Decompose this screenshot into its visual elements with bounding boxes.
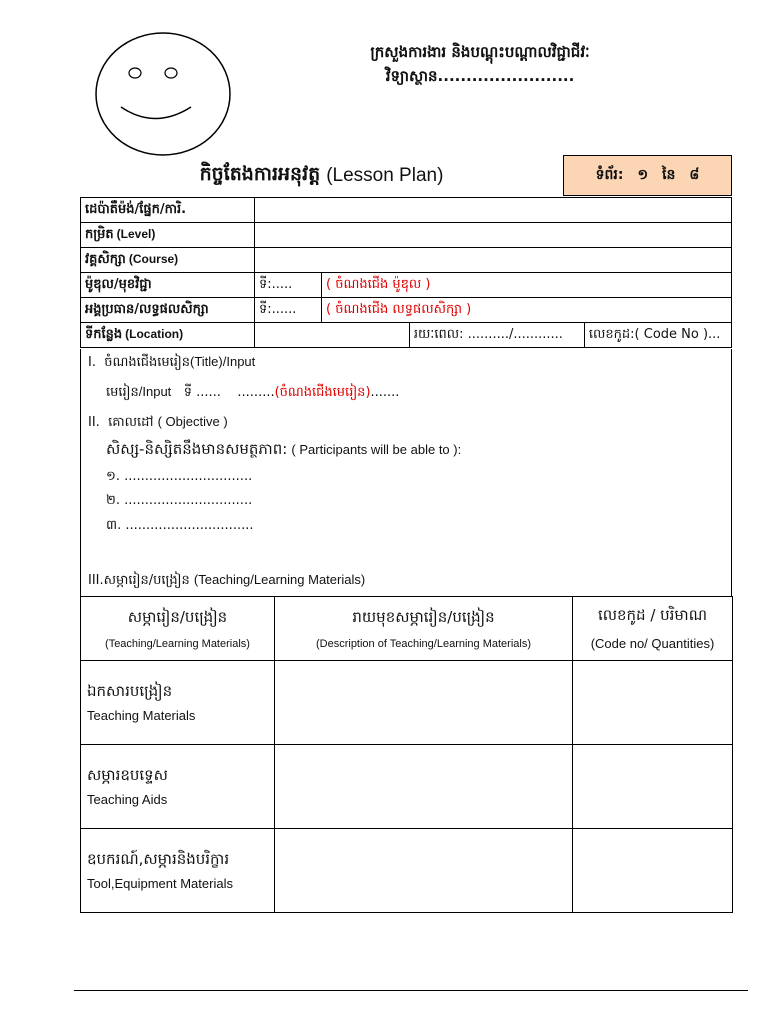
table-row — [81, 661, 733, 745]
participants-line: សិស្ស-និស្សិតនឹងមានសមត្ថភាព: ( Participants will be able to ): — [106, 440, 462, 458]
module-label: ម៉ូឌុល/មុខវិជ្ជា — [81, 273, 255, 298]
ministry-name: ក្រសួងការងារ និងបណ្តុះបណ្តាលវិជ្ជាជីវៈ — [370, 43, 590, 61]
document-title — [80, 156, 563, 196]
row-teaching-materials: ឯកសារបង្រៀន Teaching Materials — [81, 661, 275, 745]
course-value[interactable] — [255, 248, 732, 273]
title-khmer: កិច្ចតែងការអនុវត្ត — [199, 163, 321, 185]
department-label: ដេប៉ាតឺម៉ង់/ផ្នែក/ការិ. — [81, 198, 255, 223]
row-teaching-aids: សម្ភារឧបទ្ទេស Teaching Aids — [81, 745, 275, 829]
header-code-quantity: លេខកូដ / បរិមាណ (Code no/ Quantities) — [573, 597, 733, 661]
code-field[interactable]: លេខកូដ:( Code No )... — [584, 323, 731, 348]
level-label: កម្រិត (Level) — [81, 223, 255, 248]
smiley-face-icon — [93, 30, 233, 158]
cell-code-quantity[interactable] — [573, 829, 733, 913]
lesson-title-note: (ចំណងជើងមេរៀន) — [274, 385, 371, 400]
objective-item-1[interactable]: ១. ............................... — [106, 469, 253, 484]
module-title-note[interactable]: ( ចំណងជើង ម៉ូឌុល ) — [322, 273, 732, 298]
duration-field[interactable]: រយៈពេល: ........../............ — [409, 323, 584, 348]
page-number-box — [563, 155, 732, 196]
cell-description[interactable] — [275, 661, 573, 745]
cell-description[interactable] — [275, 745, 573, 829]
info-row-module — [81, 273, 732, 298]
module-number[interactable]: ទី:..... — [255, 273, 322, 298]
materials-table — [80, 596, 733, 913]
course-label: វគ្គសិក្សា (Course) — [81, 248, 255, 273]
table-row — [81, 745, 733, 829]
info-row-outcome — [81, 298, 732, 323]
cell-code-quantity[interactable] — [573, 661, 733, 745]
ministry-header — [330, 40, 630, 88]
info-row-location — [81, 323, 732, 348]
page-label: ទំព័រ: — [595, 167, 624, 183]
header-description: រាយមុខសម្ភារៀន/បង្រៀន (Description of Teaching/Learning Materials) — [275, 597, 573, 661]
objective-item-2[interactable]: ២. ............................... — [106, 493, 253, 508]
info-row-level — [81, 223, 732, 248]
location-label: ទីកន្លែង (Location) — [81, 323, 255, 348]
materials-header-row — [81, 597, 733, 661]
page-total: ៨ — [689, 167, 700, 183]
outcome-title-note[interactable]: ( ចំណងជើង លទ្ធផលសិក្សា ) — [322, 298, 732, 323]
outcome-label: អង្គប្រធាន/លទ្ធផលសិក្សា — [81, 298, 255, 323]
info-row-department — [81, 198, 732, 223]
department-value[interactable] — [255, 198, 732, 223]
lesson-input-line: មេរៀន/Input ទី ...... .........(ចំណងជើងមេរៀន)....... — [106, 384, 400, 400]
info-table — [80, 197, 732, 348]
outcome-number[interactable]: ទី:...... — [255, 298, 322, 323]
title-english: (Lesson Plan) — [326, 165, 444, 186]
page-of: នៃ — [662, 167, 676, 183]
institute-name: វិទ្យាស្ថាន........................ — [385, 67, 575, 85]
section1-heading: I. ចំណងជើងមេរៀន(Title)/Input — [88, 354, 256, 370]
info-row-course — [81, 248, 732, 273]
level-value[interactable] — [255, 223, 732, 248]
row-tools-equipment: ឧបករណ៍,សម្ភារនិងបរិក្ខារ Tool,Equipment Materials — [81, 829, 275, 913]
cell-description[interactable] — [275, 829, 573, 913]
section2-heading: II. គោលដៅ ( Objective ) — [88, 414, 228, 430]
page-current: ១ — [637, 167, 649, 183]
objective-item-3[interactable]: ៣. ............................... — [106, 518, 254, 533]
footer-divider — [74, 990, 748, 991]
header-materials: សម្ភារៀន/បង្រៀន (Teaching/Learning Materials) — [81, 597, 275, 661]
table-row — [81, 829, 733, 913]
section3-heading: III.សម្ភារៀន/បង្រៀន (Teaching/Learning Materials) — [88, 572, 366, 588]
location-value[interactable] — [255, 323, 410, 348]
cell-code-quantity[interactable] — [573, 745, 733, 829]
